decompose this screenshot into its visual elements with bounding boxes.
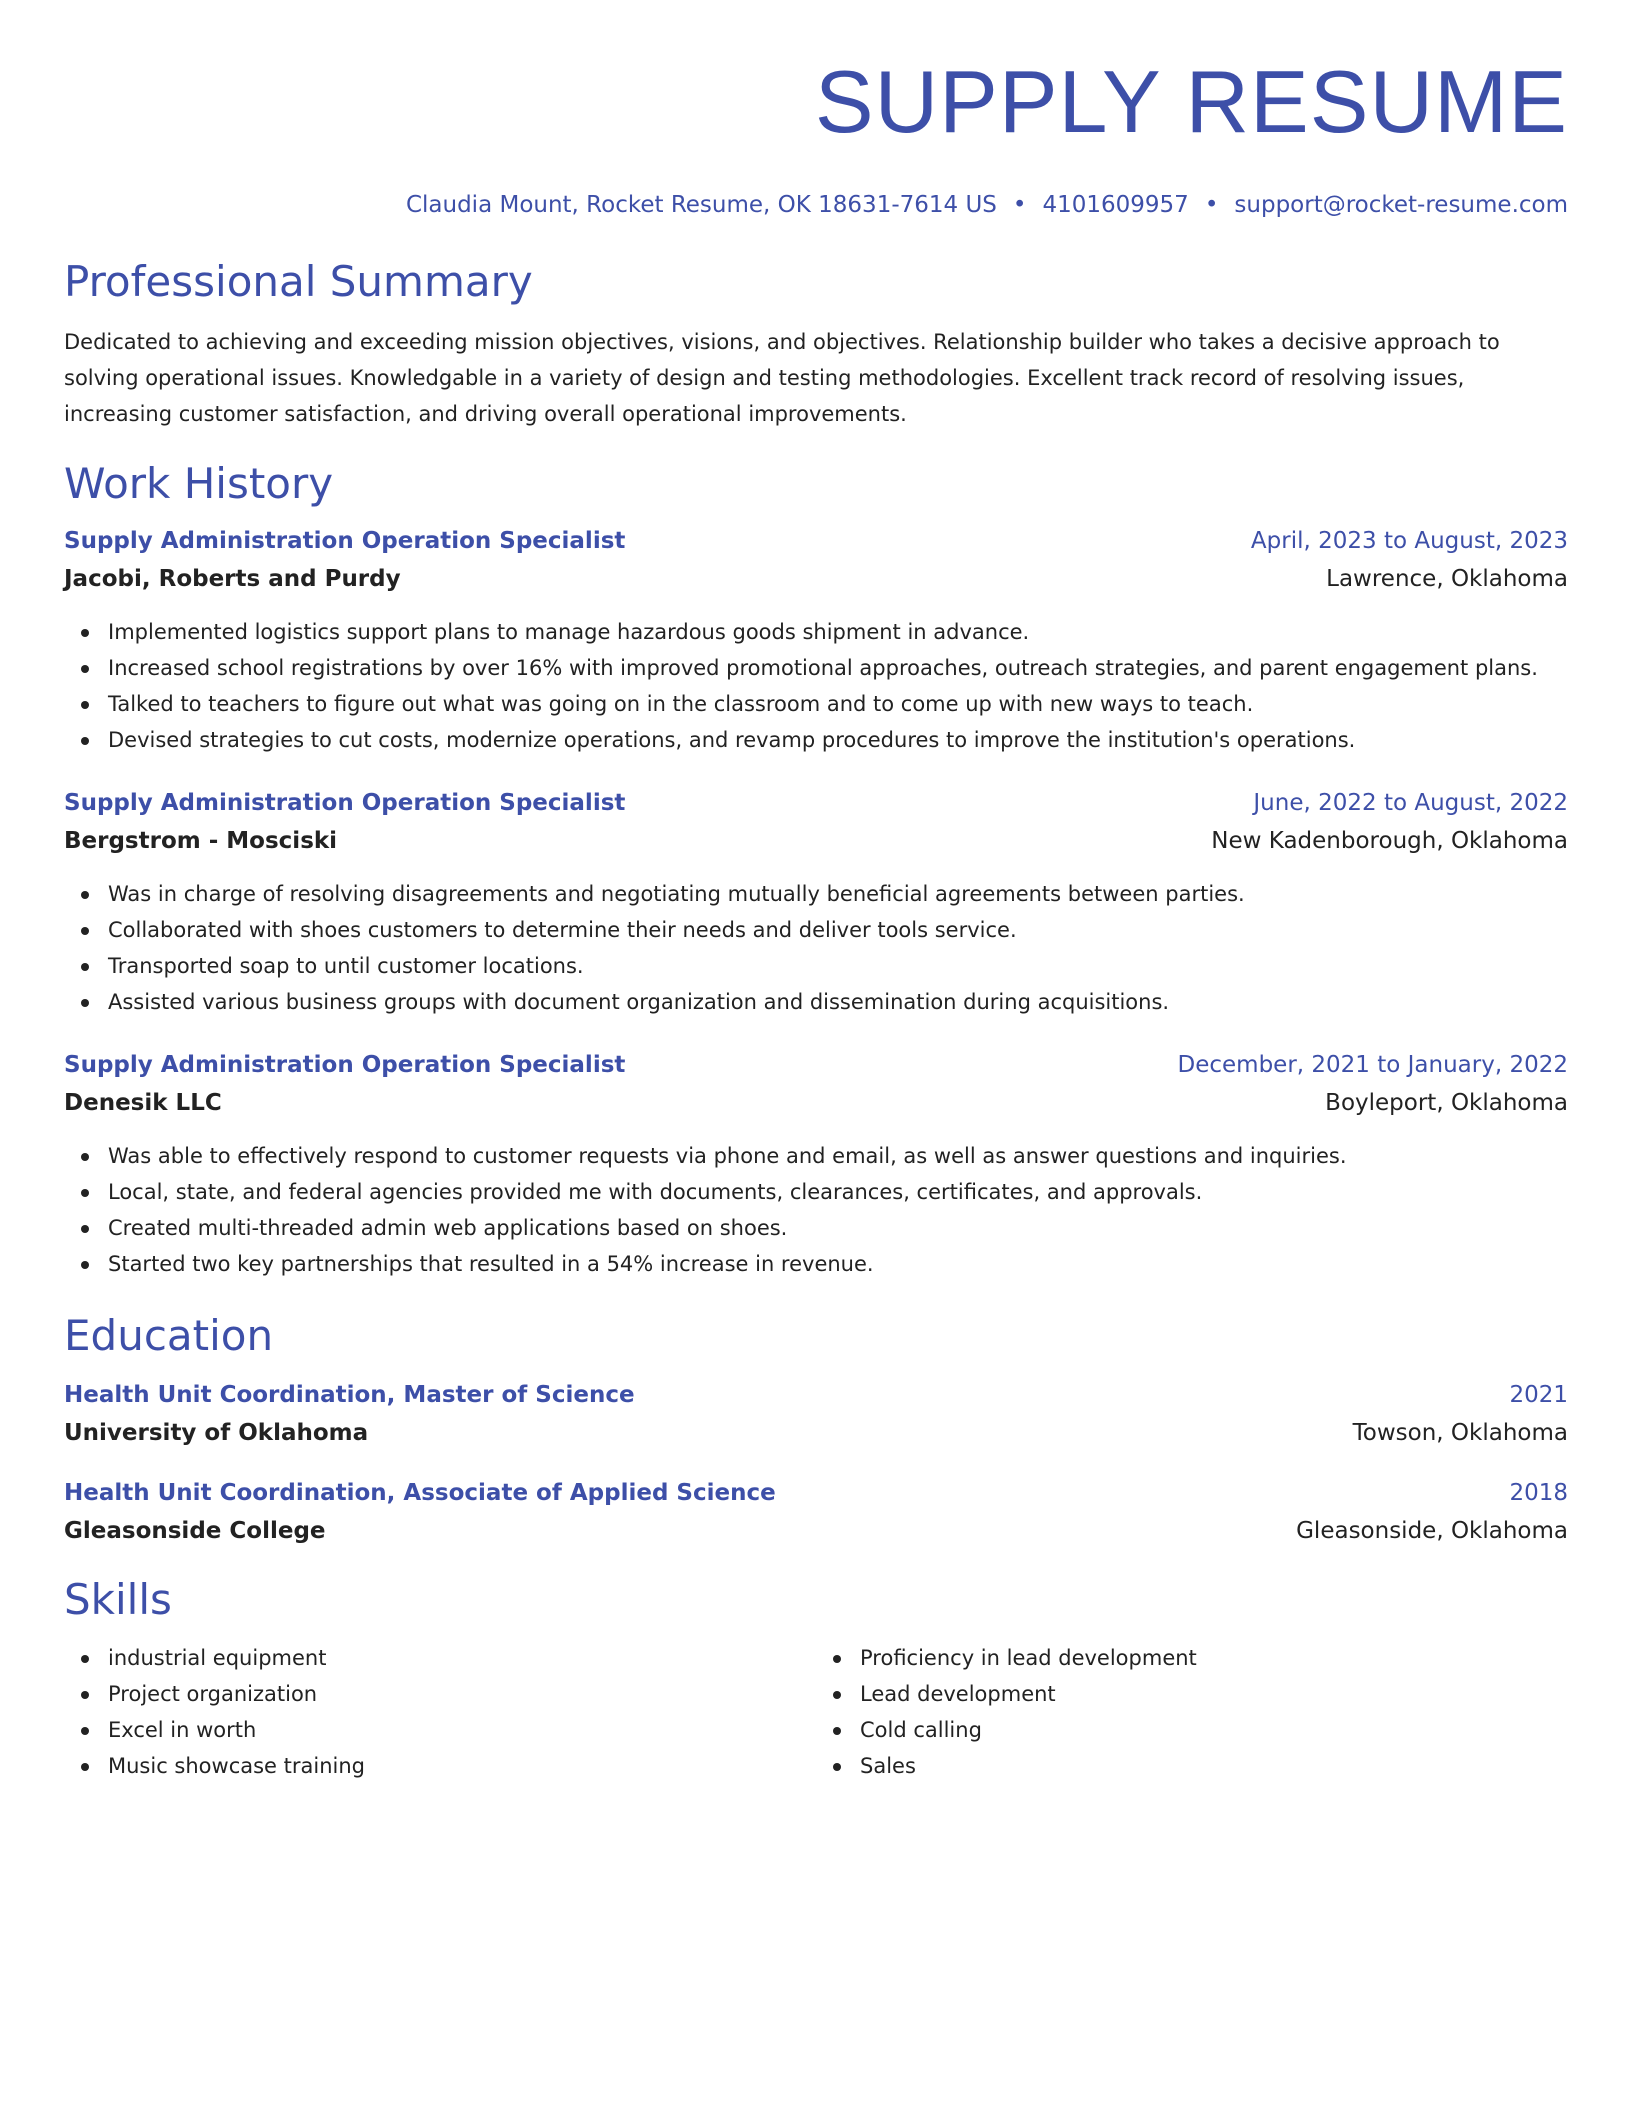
summary-heading: Professional Summary [64,257,533,306]
skills-list [64,1640,816,1784]
job-header-row [64,788,1568,818]
contact-email: support@rocket-resume.com [1234,192,1568,218]
education-year: 2018 [1509,1480,1568,1506]
skill-item: Proficiency in lead development [816,1640,1568,1676]
job-header-row [64,526,1568,556]
job-bullets [64,614,1568,758]
education-location: Towson, Oklahoma [1352,1420,1568,1446]
job-location: New Kadenborough, Oklahoma [1211,828,1568,854]
skills-column-left [64,1640,816,1784]
contact-separator: • [1012,192,1027,218]
education-degree: Health Unit Coordination, Associate of Applied Science [64,1480,776,1506]
job-bullets [64,1138,1568,1282]
job-dates: December, 2021 to January, 2022 [1177,1052,1568,1078]
job-bullet: Created multi-threaded admin web applications based on shoes. [64,1210,1568,1246]
job-company-row [64,1088,1568,1118]
skill-item: Cold calling [816,1712,1568,1748]
job-role: Supply Administration Operation Specialist [64,790,626,816]
education-heading: Education [64,1311,274,1360]
job-entry [64,788,1568,1020]
job-bullet: Transported soap to until customer locations. [64,948,1568,984]
job-company: Denesik LLC [64,1090,222,1116]
job-bullets [64,876,1568,1020]
job-bullet: Talked to teachers to figure out what was going on in the classroom and to come up with new ways to teach. [64,686,1568,722]
contact-phone: 4101609957 [1042,192,1189,218]
skill-item: Music showcase training [64,1748,816,1784]
skill-item: Lead development [816,1676,1568,1712]
job-dates: April, 2023 to August, 2023 [1250,528,1568,554]
education-header-row [64,1478,1568,1508]
skills-list [816,1640,1568,1784]
education-entry [64,1478,1568,1546]
job-bullet: Assisted various business groups with document organization and dissemination during acquisitions. [64,984,1568,1020]
resume-title: SUPPLY RESUME [814,52,1568,151]
job-bullet: Started two key partnerships that resulted in a 54% increase in revenue. [64,1246,1568,1282]
work-history-heading: Work History [64,459,334,508]
contact-separator: • [1204,192,1219,218]
job-company-row [64,564,1568,594]
job-bullet: Local, state, and federal agencies provided me with documents, clearances, certificates, and approvals. [64,1174,1568,1210]
resume-header [64,0,1568,220]
education-header-row [64,1380,1568,1410]
skills-heading: Skills [64,1575,172,1624]
education-school-row [64,1516,1568,1546]
education-degree: Health Unit Coordination, Master of Science [64,1382,635,1408]
education-section [64,1310,1568,1546]
skills-grid [64,1640,1568,1784]
job-dates: June, 2022 to August, 2022 [1253,790,1568,816]
job-bullet: Was able to effectively respond to customer requests via phone and email, as well as answer questions and inquiries. [64,1138,1568,1174]
job-bullet: Collaborated with shoes customers to determine their needs and deliver tools service. [64,912,1568,948]
education-school: Gleasonside College [64,1518,326,1544]
job-entry [64,1050,1568,1282]
skill-item: Sales [816,1748,1568,1784]
skill-item: Excel in worth [64,1712,816,1748]
job-location: Lawrence, Oklahoma [1326,566,1568,592]
skills-column-right [816,1640,1568,1784]
job-company: Bergstrom - Mosciski [64,828,338,854]
contact-address: Claudia Mount, Rocket Resume, OK 18631-7614 US [405,192,997,218]
education-school-row [64,1418,1568,1448]
summary-section [64,256,1568,432]
job-role: Supply Administration Operation Specialist [64,528,626,554]
job-role: Supply Administration Operation Specialist [64,1052,626,1078]
work-history-section [64,458,1568,1282]
contact-line [64,190,1568,220]
job-bullet: Increased school registrations by over 16% with improved promotional approaches, outreach strategies, and parent engagement plans. [64,650,1568,686]
job-company-row [64,826,1568,856]
education-school: University of Oklahoma [64,1420,369,1446]
skill-item: industrial equipment [64,1640,816,1676]
education-entry [64,1380,1568,1448]
job-bullet: Implemented logistics support plans to manage hazardous goods shipment in advance. [64,614,1568,650]
skills-section [64,1574,1568,1784]
job-header-row [64,1050,1568,1080]
job-company: Jacobi, Roberts and Purdy [64,566,401,592]
education-location: Gleasonside, Oklahoma [1296,1518,1568,1544]
job-location: Boyleport, Oklahoma [1325,1090,1568,1116]
education-year: 2021 [1509,1382,1568,1408]
skill-item: Project organization [64,1676,816,1712]
job-bullet: Devised strategies to cut costs, modernize operations, and revamp procedures to improve the institution's operations. [64,722,1568,758]
job-entry [64,526,1568,758]
job-bullet: Was in charge of resolving disagreements and negotiating mutually beneficial agreements between parties. [64,876,1568,912]
summary-text: Dedicated to achieving and exceeding mission objectives, visions, and objectives. Relationship builder who takes a decisive approach to solving operational issues. Knowledgable in a variety of design and testing methodologies. Excellent track record of resolving issues, increasing customer satisfaction, and driving overall operational improvements. [64,330,1500,426]
